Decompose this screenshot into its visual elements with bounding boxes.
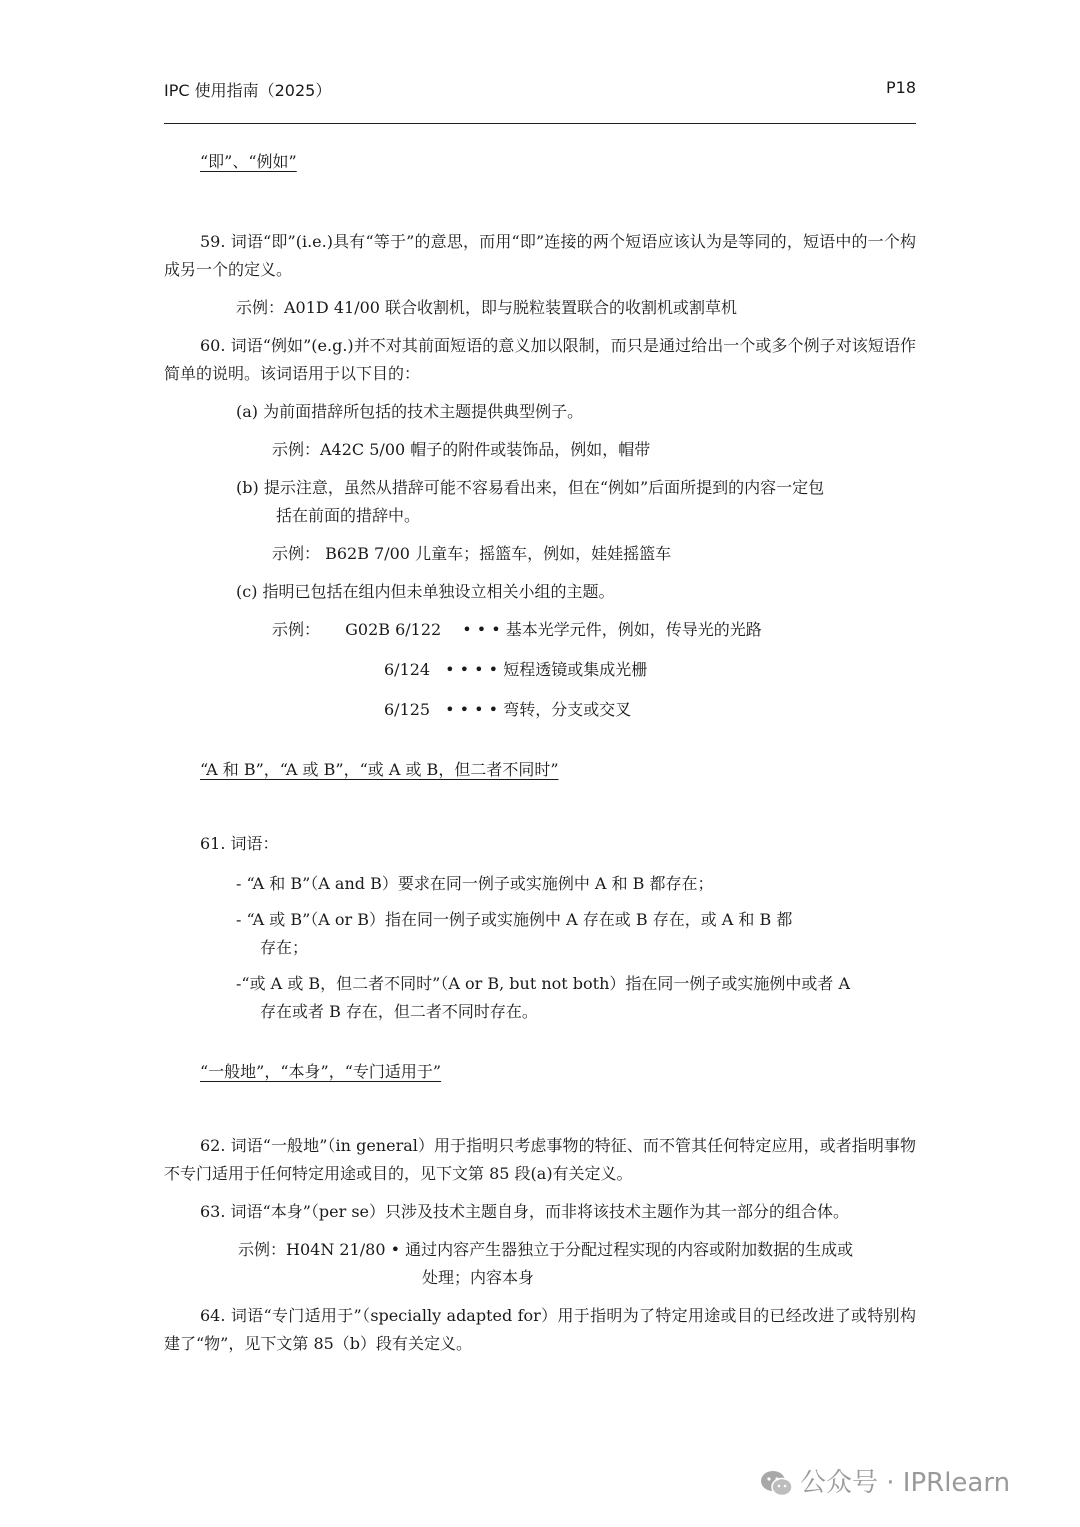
dash-item-2 bbox=[236, 906, 916, 962]
example-63-line1: 示例：H04N 21/80 • 通过内容产生器独立于分配过程实现的内容或附加数据的生成或 bbox=[238, 1240, 854, 1259]
page-number: P18 bbox=[885, 78, 916, 97]
example-63 bbox=[238, 1236, 916, 1292]
header-title: IPC 使用指南（2025） bbox=[164, 81, 332, 100]
section-heading: “即”、“例如” bbox=[200, 152, 297, 171]
section-heading: “A 和 B”，“A 或 B”，“或 A 或 B，但二者不同时” bbox=[200, 760, 559, 779]
paragraph-60: 60. 词语“例如”(e.g.)并不对其前面短语的意义加以限制，而只是通过给出一个或多个例子对该短语作简单的说明。该词语用于以下目的： bbox=[164, 336, 916, 383]
item-c-example bbox=[272, 616, 916, 644]
watermark-text: 公众号 · IPRlearn bbox=[800, 1468, 1011, 1498]
paragraph-63: 63. 词语“本身”（per se）只涉及技术主题自身，而非将该技术主题作为其一部分的组合体。 bbox=[200, 1202, 850, 1221]
example-59: 示例：A01D 41/00 联合收割机，即与脱粒装置联合的收割机或割草机 bbox=[236, 298, 738, 317]
subgroup-code: 6/124 bbox=[384, 660, 431, 679]
subgroup-text: • • • • 短程透镜或集成光栅 bbox=[445, 660, 648, 679]
subgroup-text: • • • • 弯转，分支或交叉 bbox=[445, 700, 632, 719]
item-c-subgroup-2 bbox=[384, 696, 916, 724]
item-c: (c) 指明已包括在组内但未单独设立相关小组的主题。 bbox=[236, 582, 615, 601]
watermark bbox=[760, 1462, 1060, 1502]
dash-item-2-line1: - “A 或 B”（A or B）指在同一例子或实施例中 A 存在或 B 存在，或 A 和 B 都 bbox=[236, 910, 793, 929]
item-b-line2: 括在前面的措辞中。 bbox=[276, 506, 421, 525]
page-header bbox=[164, 78, 916, 102]
dash-item-2-line2: 存在； bbox=[260, 938, 309, 957]
item-c-subgroup-1 bbox=[384, 656, 916, 684]
dash-item-3-line2: 存在或者 B 存在，但二者不同时存在。 bbox=[260, 1002, 538, 1021]
item-b-line1: (b) 提示注意，虽然从措辞可能不容易看出来，但在“例如”后面所提到的内容一定包 bbox=[236, 478, 825, 497]
item-a: (a) 为前面措辞所包括的技术主题提供典型例子。 bbox=[236, 402, 584, 421]
item-a-example: 示例：A42C 5/00 帽子的附件或装饰品，例如，帽带 bbox=[272, 440, 651, 459]
paragraph-59: 59. 词语“即”(i.e.)具有“等于”的意思，而用“即”连接的两个短语应该认为是等同的，短语中的一个构成另一个的定义。 bbox=[164, 232, 916, 279]
dash-item-3 bbox=[236, 970, 916, 1026]
item-b bbox=[236, 474, 916, 530]
dash-item-3-line1: -“或 A 或 B，但二者不同时”（A or B, but not both）指在同一例子或实施例中或者 A bbox=[236, 974, 851, 993]
item-c-example-label: 示例： bbox=[272, 620, 321, 639]
item-c-example-code: G02B 6/122 bbox=[345, 620, 442, 639]
document-body bbox=[164, 148, 916, 1358]
paragraph-62: 62. 词语“一般地”（in general）用于指明只考虑事物的特征、而不管其任何特定应用，或者指明事物不专门适用于任何特定用途或目的，见下文第 85 段(a)有关定义。 bbox=[164, 1136, 916, 1183]
wechat-icon bbox=[760, 1469, 794, 1499]
item-b-example: 示例： B62B 7/00 儿童车；摇篮车，例如，娃娃摇篮车 bbox=[272, 544, 672, 563]
paragraph-64: 64. 词语“专门适用于”（specially adapted for）用于指明为了特定用途或目的已经改进了或特别构建了“物”，见下文第 85（b）段有关定义。 bbox=[164, 1306, 916, 1353]
example-63-line2: 处理；内容本身 bbox=[422, 1268, 535, 1287]
header-rule bbox=[164, 123, 916, 124]
subgroup-code: 6/125 bbox=[384, 700, 431, 719]
item-c-example-text: • • • 基本光学元件，例如，传导光的光路 bbox=[462, 620, 762, 639]
dash-item-1: - “A 和 B”（A and B）要求在同一例子或实施例中 A 和 B 都存在； bbox=[236, 874, 714, 893]
paragraph-61: 61. 词语： bbox=[200, 834, 279, 853]
section-heading: “一般地”，“本身”，“专门适用于” bbox=[200, 1062, 442, 1081]
